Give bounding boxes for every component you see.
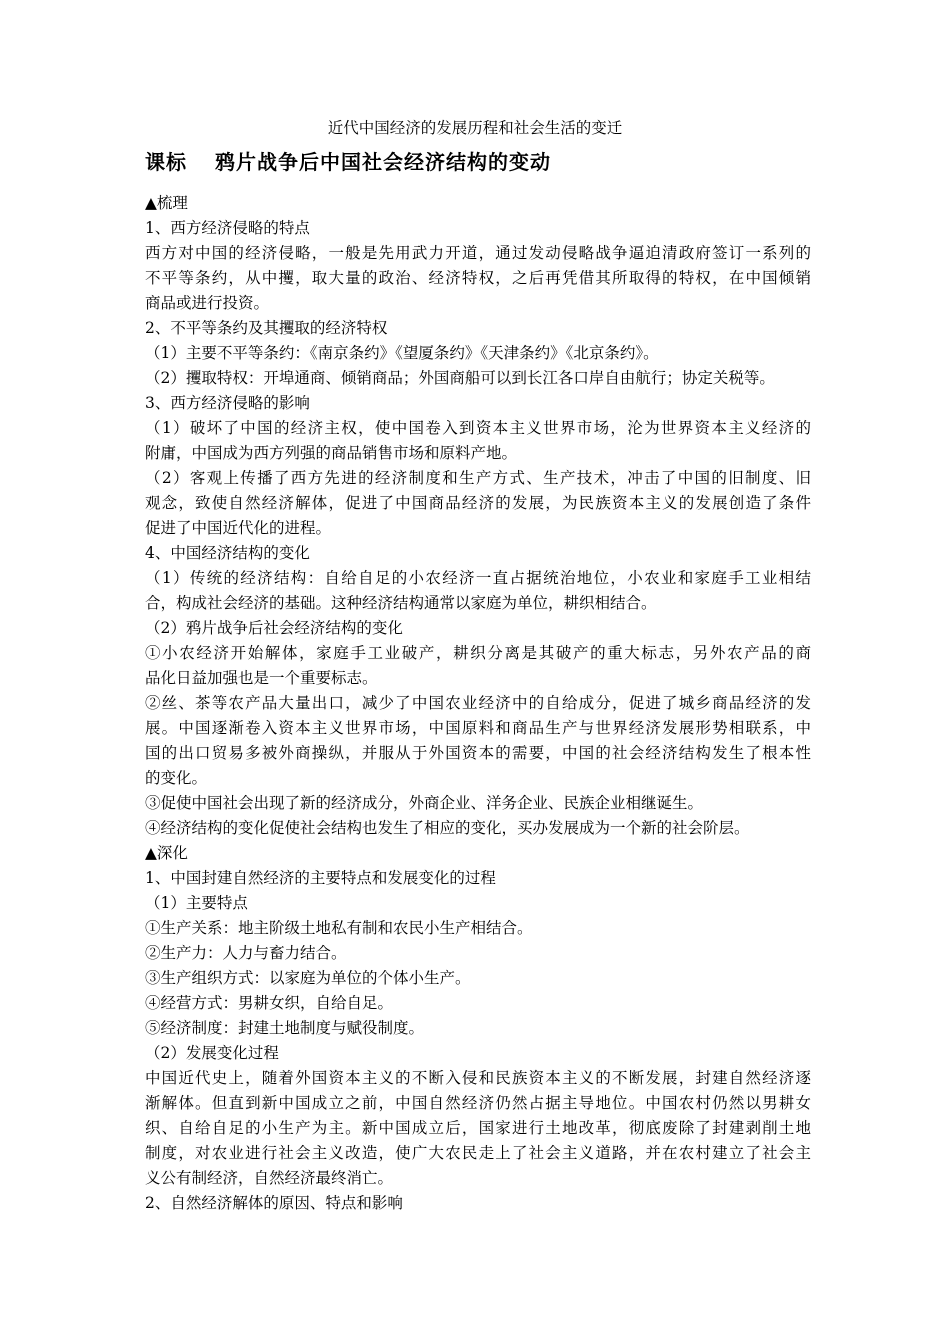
subheading: 2、不平等条约及其攫取的经济特权 [145, 319, 388, 337]
subheading: 3、西方经济侵略的影响 [145, 394, 310, 412]
section-marker: ▲梳理 [145, 194, 188, 212]
paragraph-line: 西方对中国的经济侵略，一般是先用武力开道，通过发动侵略战争逼迫清政府签订一系列的 [145, 244, 811, 262]
paragraph-line: （2）攫取特权：开埠通商、倾销商品；外国商船可以到长江各口岸自由航行；协定关税等。 [145, 369, 775, 387]
subheading: 1、西方经济侵略的特点 [145, 219, 310, 237]
paragraph-line: 织、自给自足的小生产为主。新中国成立后，国家进行土地改革，彻底废除了封建剥削土地 [145, 1119, 811, 1137]
paragraph-line: ③促使中国社会出现了新的经济成分，外商企业、洋务企业、民族企业相继诞生。 [145, 794, 704, 812]
subheading: 2、自然经济解体的原因、特点和影响 [145, 1194, 403, 1212]
document-title: 近代中国经济的发展历程和社会生活的变迁 [327, 119, 623, 137]
heading-label: 课标 [145, 150, 187, 174]
paragraph-line: ②丝、茶等农产品大量出口，减少了中国农业经济中的自给成分，促进了城乡商品经济的发 [145, 694, 811, 712]
paragraph-line: 国的出口贸易多被外商操纵，并服从于外国资本的需要，中国的社会经济结构发生了根本性 [145, 744, 811, 762]
paragraph-line: ④经济结构的变化促使社会结构也发生了相应的变化，买办发展成为一个新的社会阶层。 [145, 819, 750, 837]
paragraph-line: （1）主要特点 [145, 894, 248, 912]
paragraph-line: 中国近代史上，随着外国资本主义的不断入侵和民族资本主义的不断发展，封建自然经济逐 [145, 1069, 811, 1087]
paragraph-line: 商品或进行投资。 [145, 294, 270, 312]
section-marker: ▲深化 [145, 844, 188, 862]
paragraph-line: 展。中国逐渐卷入资本主义世界市场，中国原料和商品生产与世界经济发展形势相联系，中 [145, 719, 811, 737]
paragraph-line: 义公有制经济，自然经济最终消亡。 [145, 1169, 394, 1187]
paragraph-line: （2）客观上传播了西方先进的经济制度和生产方式、生产技术，冲击了中国的旧制度、旧 [145, 469, 811, 487]
paragraph-line: （1）破坏了中国的经济主权，使中国卷入到资本主义世界市场，沦为世界资本主义经济的 [145, 419, 811, 437]
paragraph-line: （1）传统的经济结构：自给自足的小农经济一直占据统治地位，小农业和家庭手工业相结 [145, 569, 811, 587]
paragraph-line: ①小农经济开始解体，家庭手工业破产，耕织分离是其破产的重大标志，另外农产品的商 [145, 644, 811, 662]
paragraph-line: 制度，对农业进行社会主义改造，使广大农民走上了社会主义道路，并在农村建立了社会主 [145, 1144, 811, 1162]
paragraph-line: ②生产力：人力与畜力结合。 [145, 944, 347, 962]
subheading: 4、中国经济结构的变化 [145, 544, 310, 562]
subheading: 1、中国封建自然经济的主要特点和发展变化的过程 [145, 869, 496, 887]
paragraph-line: 附庸，中国成为西方列强的商品销售市场和原料产地。 [145, 444, 518, 462]
paragraph-line: ⑤经济制度：封建土地制度与赋役制度。 [145, 1019, 425, 1037]
paragraph-line: 不平等条约，从中攫，取大量的政治、经济特权，之后再凭借其所取得的特权，在中国倾销 [145, 269, 811, 287]
paragraph-line: 渐解体。但直到新中国成立之前，中国自然经济仍然占据主导地位。中国农村仍然以男耕女 [145, 1094, 811, 1112]
paragraph-line: 促进了中国近代化的进程。 [145, 519, 332, 537]
paragraph-line: ④经营方式：男耕女织，自给自足。 [145, 994, 394, 1012]
paragraph-line: 合，构成社会经济的基础。这种经济结构通常以家庭为单位，耕织相结合。 [145, 594, 657, 612]
paragraph-line: 品化日益加强也是一个重要标志。 [145, 669, 378, 687]
heading-topic: 鸦片战争后中国社会经济结构的变动 [215, 150, 551, 174]
paragraph-line: （1）主要不平等条约：《南京条约》《望厦条约》《天津条约》《北京条约》。 [145, 344, 659, 362]
paragraph-line: 观念，致使自然经济解体，促进了中国商品经济的发展，为民族资本主义的发展创造了条件 [145, 494, 811, 512]
section-heading [145, 149, 551, 175]
paragraph-line: （2）鸦片战争后社会经济结构的变化 [145, 619, 403, 637]
document-body [145, 191, 811, 1216]
paragraph-line: ①生产关系：地主阶级土地私有制和农民小生产相结合。 [145, 919, 533, 937]
paragraph-line: 的变化。 [145, 769, 208, 787]
paragraph-line: （2）发展变化过程 [145, 1044, 279, 1062]
paragraph-line: ③生产组织方式：以家庭为单位的个体小生产。 [145, 969, 471, 987]
